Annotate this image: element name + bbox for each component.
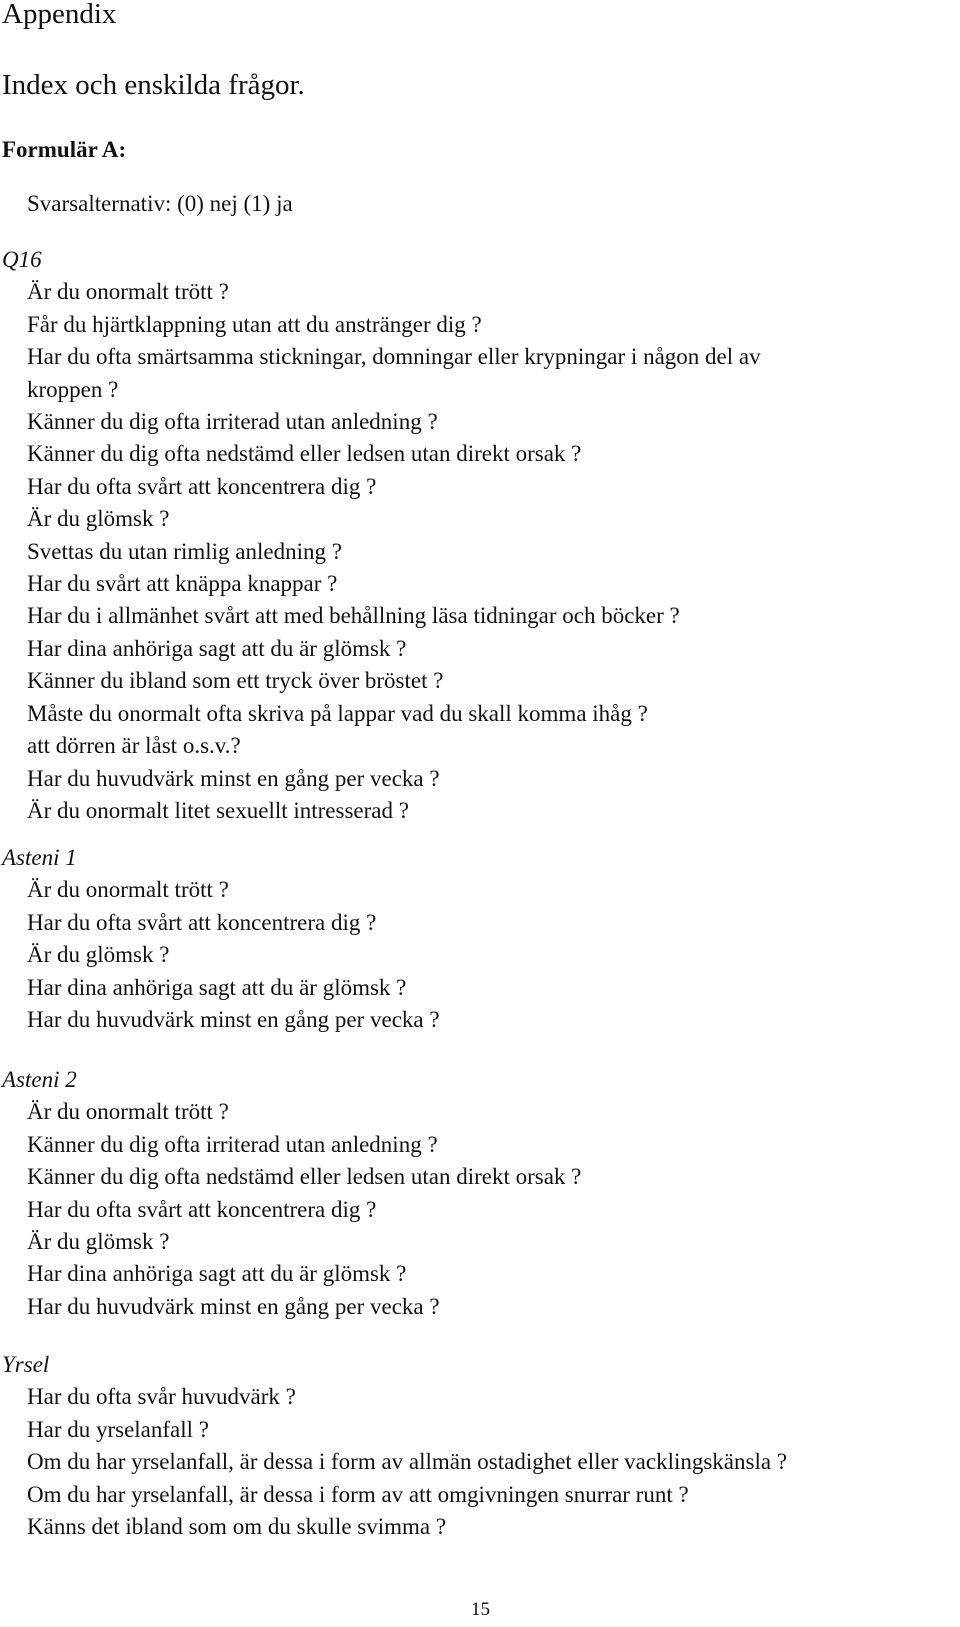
question-item: Känner du dig ofta nedstämd eller ledsen utan direkt orsak ? xyxy=(27,1164,582,1190)
question-item: Har du svårt att knäppa knappar ? xyxy=(27,571,338,597)
section-asteni-1 xyxy=(0,842,960,1036)
question-item: Känner du ibland som ett tryck över bröstet ? xyxy=(27,668,444,694)
section-title: Q16 xyxy=(2,247,42,272)
question-item: Om du har yrselanfall, är dessa i form av allmän ostadighet eller vacklingskänsla ? xyxy=(27,1449,788,1475)
question-list xyxy=(0,1381,960,1543)
question-item: Känner du dig ofta irriterad utan anledning ? xyxy=(27,409,438,435)
question-item: Har du i allmänhet svårt att med behållning läsa tidningar och böcker ? xyxy=(27,603,680,629)
question-item: Har du ofta svårt att koncentrera dig ? xyxy=(27,909,377,935)
question-item: Svettas du utan rimlig anledning ? xyxy=(27,538,342,564)
section-yrsel xyxy=(0,1349,960,1543)
question-item: Måste du onormalt ofta skriva på lappar vad du skall komma ihåg ? xyxy=(27,700,648,726)
question-item: Är du onormalt trött ? xyxy=(27,877,229,903)
question-item: Får du hjärtklappning utan att du anstränger dig ? xyxy=(27,311,482,337)
question-item: Känns det ibland som om du skulle svimma ? xyxy=(27,1514,447,1540)
question-list xyxy=(0,1096,960,1323)
page-subtitle: Index och enskilda frågor. xyxy=(2,69,305,101)
question-item: Är du glömsk ? xyxy=(27,506,170,532)
question-item: Känner du dig ofta nedstämd eller ledsen utan direkt orsak ? xyxy=(27,441,582,467)
section-title: Yrsel xyxy=(2,1352,50,1377)
answer-options: Svarsalternativ: (0) nej (1) ja xyxy=(27,191,293,216)
question-item: Är du onormalt trött ? xyxy=(27,279,229,305)
page-title: Appendix xyxy=(2,0,117,30)
question-item: Känner du dig ofta irriterad utan anledning ? xyxy=(27,1131,438,1157)
question-item: Är du glömsk ? xyxy=(27,942,170,968)
question-item: Har du yrselanfall ? xyxy=(27,1416,210,1442)
question-item: Har du huvudvärk minst en gång per vecka ? xyxy=(27,1293,440,1319)
question-item: Har du huvudvärk minst en gång per vecka ? xyxy=(27,1007,440,1033)
question-item: Har du ofta svår huvudvärk ? xyxy=(27,1384,296,1410)
question-item: Har dina anhöriga sagt att du är glömsk ? xyxy=(27,635,407,661)
question-item: Är du onormalt trött ? xyxy=(27,1099,229,1125)
question-list xyxy=(0,276,960,827)
question-item: Om du har yrselanfall, är dessa i form av att omgivningen snurrar runt ? xyxy=(27,1481,689,1507)
question-item: Har dina anhöriga sagt att du är glömsk ? xyxy=(27,974,407,1000)
question-item: Har dina anhöriga sagt att du är glömsk ? xyxy=(27,1261,407,1287)
section-title: Asteni 1 xyxy=(2,845,77,870)
question-item: Är du glömsk ? xyxy=(27,1229,170,1255)
section-asteni-2 xyxy=(0,1064,960,1323)
question-item: Har du huvudvärk minst en gång per vecka ? xyxy=(27,765,440,791)
question-item: Har du ofta smärtsamma stickningar, domningar eller krypningar i någon del av xyxy=(27,344,761,370)
section-title: Asteni 2 xyxy=(2,1067,77,1092)
question-item: Har du ofta svårt att koncentrera dig ? xyxy=(27,473,377,499)
question-item: Har du ofta svårt att koncentrera dig ? xyxy=(27,1196,377,1222)
question-item: Är du onormalt litet sexuellt intresserad ? xyxy=(27,797,409,823)
section-q16 xyxy=(0,244,960,827)
question-item: att dörren är låst o.s.v.? xyxy=(27,733,241,759)
question-item: kroppen ? xyxy=(27,376,119,402)
page-number: 15 xyxy=(471,1599,490,1620)
question-list xyxy=(0,874,960,1036)
form-title: Formulär A: xyxy=(2,137,127,162)
